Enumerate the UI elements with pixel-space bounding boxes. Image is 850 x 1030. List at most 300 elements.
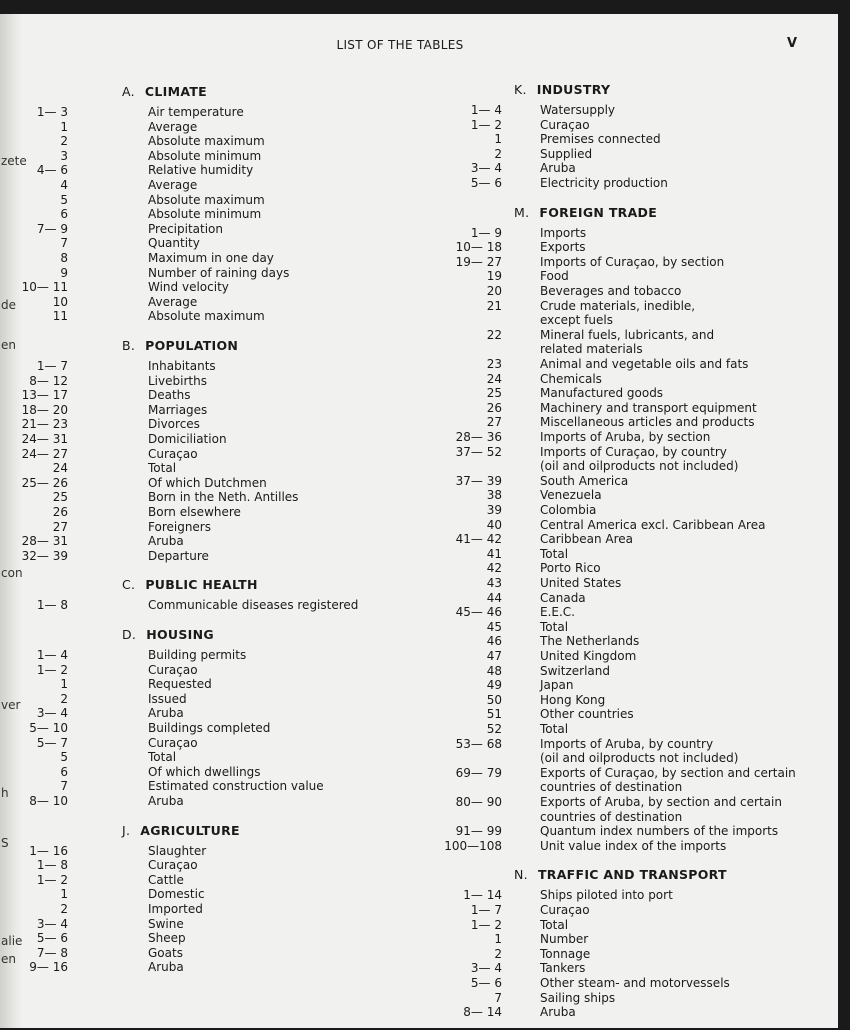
table-number-range: 1— 7 bbox=[470, 903, 502, 917]
table-entry bbox=[420, 561, 838, 576]
table-entry bbox=[0, 403, 420, 418]
table-entry bbox=[420, 649, 838, 664]
table-number-range: 1 bbox=[60, 677, 68, 692]
table-number-range: 27 bbox=[52, 519, 68, 534]
table-entry bbox=[0, 844, 420, 859]
table-number-range: 5— 6 bbox=[36, 931, 68, 946]
table-description: Aruba bbox=[540, 161, 576, 176]
table-description: Quantity bbox=[148, 236, 200, 251]
table-number-range: 3— 4 bbox=[36, 916, 68, 931]
table-description: Domestic bbox=[148, 887, 205, 902]
table-entry bbox=[0, 374, 420, 389]
table-number-range: 51 bbox=[486, 707, 502, 722]
table-number-range: 40 bbox=[486, 517, 502, 532]
table-description: Tonnage bbox=[540, 946, 591, 961]
table-description: United States bbox=[540, 576, 622, 590]
table-entry bbox=[0, 648, 420, 663]
table-entry bbox=[0, 359, 420, 374]
table-description: Watersupply bbox=[540, 103, 615, 117]
page-title: LIST OF THE TABLES bbox=[336, 38, 464, 52]
table-description: Japan bbox=[540, 678, 574, 693]
table-entry bbox=[420, 118, 838, 133]
table-description: Imported bbox=[148, 902, 203, 916]
table-entry bbox=[420, 226, 838, 241]
table-entry bbox=[0, 917, 420, 932]
table-number-range: 69— 79 bbox=[455, 765, 502, 780]
table-number-range: 9— 16 bbox=[29, 960, 68, 975]
table-entry bbox=[0, 520, 420, 535]
table-number-range: 26 bbox=[486, 400, 502, 415]
table-entry bbox=[420, 620, 838, 635]
table-description: except fuels bbox=[540, 313, 613, 328]
table-entry bbox=[420, 372, 838, 387]
table-entry bbox=[420, 961, 838, 976]
table-number-range: 1 bbox=[60, 119, 68, 134]
table-description: United Kingdom bbox=[540, 649, 637, 663]
table-entry bbox=[0, 858, 420, 873]
table-description: Average bbox=[148, 178, 198, 192]
table-description: Ships piloted into port bbox=[540, 888, 673, 903]
table-number-range: 49 bbox=[486, 678, 502, 693]
table-entry bbox=[420, 932, 838, 947]
section-letter: D. bbox=[122, 627, 137, 642]
table-number-range: 28— 31 bbox=[21, 534, 68, 549]
table-entry bbox=[0, 598, 420, 613]
table-description: Inhabitants bbox=[148, 359, 216, 373]
table-description: Foreigners bbox=[148, 519, 211, 534]
table-entry bbox=[420, 430, 838, 445]
table-number-range: 6 bbox=[60, 207, 68, 222]
table-description: Beverages and tobacco bbox=[540, 284, 682, 298]
adjacent-page-text: zete bbox=[1, 154, 27, 168]
table-description: Exports of Aruba, by section and certain bbox=[540, 795, 782, 809]
table-description: Premises connected bbox=[540, 132, 661, 147]
table-description: Divorces bbox=[148, 417, 200, 432]
table-description: Caribbean Area bbox=[540, 532, 634, 547]
table-number-range: 1— 4 bbox=[36, 648, 68, 662]
table-description: countries of destination bbox=[540, 780, 683, 795]
table-number-range: 5— 6 bbox=[470, 976, 502, 990]
table-number-range: 19 bbox=[486, 269, 502, 284]
table-entry bbox=[420, 299, 838, 314]
table-number-range: 24— 27 bbox=[21, 446, 68, 461]
table-entry bbox=[420, 328, 838, 343]
table-entry bbox=[420, 147, 838, 162]
table-entry bbox=[420, 576, 838, 591]
table-number-range: 28— 36 bbox=[455, 430, 502, 444]
table-number-range: 1— 2 bbox=[470, 917, 502, 932]
table-description: Curaçao bbox=[540, 903, 590, 917]
table-description: Total bbox=[148, 461, 177, 476]
table-number-range: 1— 16 bbox=[29, 843, 68, 858]
adjacent-page-text: S bbox=[1, 836, 9, 850]
table-entry bbox=[420, 591, 838, 606]
section-letter: C. bbox=[122, 577, 136, 593]
table-number-range: 25 bbox=[52, 490, 68, 505]
section-letter: N. bbox=[514, 867, 528, 883]
table-entry bbox=[420, 240, 838, 255]
table-entry bbox=[0, 663, 420, 678]
table-number-range: 4 bbox=[60, 178, 68, 192]
table-number-range: 10— 11 bbox=[21, 280, 68, 295]
table-description: Absolute maximum bbox=[148, 309, 265, 324]
table-number-range: 1— 8 bbox=[36, 598, 68, 613]
table-number-range: 44 bbox=[486, 590, 502, 605]
table-description: Marriages bbox=[148, 402, 208, 417]
table-entry bbox=[420, 888, 838, 903]
table-description: Porto Rico bbox=[540, 561, 601, 576]
table-number-range: 5— 10 bbox=[29, 721, 68, 735]
table-number-range: 7— 8 bbox=[36, 945, 68, 960]
table-number-range: 21 bbox=[486, 298, 502, 313]
table-description: Total bbox=[540, 546, 569, 561]
table-description: countries of destination bbox=[540, 809, 683, 824]
table-description: The Netherlands bbox=[540, 634, 640, 649]
table-description: Communicable diseases registered bbox=[148, 598, 359, 613]
table-number-range: 41— 42 bbox=[455, 532, 502, 547]
table-number-range: 3— 4 bbox=[470, 161, 502, 176]
table-entry bbox=[0, 222, 420, 237]
table-number-range: 5— 6 bbox=[470, 176, 502, 190]
adjacent-page-text: con bbox=[1, 566, 23, 580]
table-number-range: 19— 27 bbox=[455, 254, 502, 269]
table-description: Imports of Curaçao, by country bbox=[540, 444, 727, 459]
table-entry bbox=[420, 269, 838, 284]
table-description: Other steam- and motorvessels bbox=[540, 976, 730, 990]
table-description: Imports of Curaçao, by section bbox=[540, 254, 725, 269]
table-entry bbox=[420, 313, 838, 328]
table-entry bbox=[420, 678, 838, 693]
table-entry bbox=[420, 839, 838, 854]
table-number-range: 45— 46 bbox=[455, 605, 502, 620]
section-title bbox=[122, 627, 214, 642]
table-number-range: 1— 8 bbox=[36, 858, 68, 873]
table-number-range: 1 bbox=[494, 932, 502, 947]
table-number-range: 37— 39 bbox=[455, 473, 502, 488]
table-description: Miscellaneous articles and products bbox=[540, 415, 755, 430]
section-title bbox=[514, 82, 610, 97]
table-number-range: 48 bbox=[486, 663, 502, 678]
table-description: Imports of Aruba, by country bbox=[540, 736, 714, 751]
table-number-range: 1— 4 bbox=[470, 103, 502, 117]
table-entry bbox=[0, 549, 420, 564]
table-number-range: 46 bbox=[486, 634, 502, 649]
section-title bbox=[122, 84, 207, 99]
table-description: Curaçao bbox=[148, 662, 198, 677]
table-entry bbox=[0, 417, 420, 432]
table-description: Quantum index numbers of the imports bbox=[540, 824, 779, 839]
table-description: Total bbox=[540, 917, 569, 932]
table-description: Building permits bbox=[148, 648, 247, 662]
table-number-range: 8— 10 bbox=[29, 794, 68, 808]
table-entry bbox=[0, 163, 420, 178]
table-number-range: 18— 20 bbox=[21, 402, 68, 417]
table-number-range: 22 bbox=[486, 327, 502, 342]
table-entry bbox=[0, 309, 420, 324]
table-number-range: 1— 3 bbox=[36, 105, 68, 119]
table-description: Aruba bbox=[148, 960, 184, 975]
table-entry bbox=[420, 445, 838, 460]
table-description: Domiciliation bbox=[148, 432, 227, 446]
table-number-range: 3— 4 bbox=[470, 961, 502, 976]
table-description: Central America excl. Caribbean Area bbox=[540, 517, 766, 532]
table-number-range: 10 bbox=[52, 294, 68, 309]
table-description: Absolute minimum bbox=[148, 207, 262, 222]
table-entry bbox=[420, 1005, 838, 1020]
table-entry bbox=[420, 903, 838, 918]
table-number-range: 8— 14 bbox=[463, 1005, 502, 1020]
table-number-range: 1— 14 bbox=[463, 888, 502, 903]
table-entry bbox=[0, 794, 420, 809]
adjacent-page-text: en bbox=[1, 338, 16, 352]
table-description: Number of raining days bbox=[148, 265, 290, 280]
adjacent-page-text: ver bbox=[1, 698, 21, 712]
table-description: Unit value index of the imports bbox=[540, 838, 727, 853]
table-entry bbox=[0, 750, 420, 765]
table-number-range: 7 bbox=[60, 779, 68, 794]
table-description: Sailing ships bbox=[540, 990, 616, 1005]
table-description: Issued bbox=[148, 691, 187, 706]
table-description: Crude materials, inedible, bbox=[540, 298, 696, 313]
table-description: Average bbox=[148, 294, 198, 309]
table-description: Departure bbox=[148, 548, 209, 563]
table-number-range: 20 bbox=[486, 284, 502, 298]
table-description: Average bbox=[148, 119, 198, 134]
adjacent-page-text: en bbox=[1, 952, 16, 966]
table-description: Absolute maximum bbox=[148, 192, 265, 207]
table-description: South America bbox=[540, 473, 629, 488]
table-entry bbox=[0, 476, 420, 491]
section-name: POPULATION bbox=[145, 338, 239, 353]
table-entry bbox=[420, 795, 838, 810]
table-entry bbox=[0, 134, 420, 149]
table-entry bbox=[0, 120, 420, 135]
table-number-range: 100—108 bbox=[444, 838, 502, 853]
table-number-range: 43 bbox=[486, 576, 502, 590]
table-entry bbox=[420, 474, 838, 489]
table-number-range: 21— 23 bbox=[21, 417, 68, 432]
adjacent-page-text: de bbox=[1, 298, 16, 312]
table-entry bbox=[420, 664, 838, 679]
table-number-range: 5— 7 bbox=[36, 735, 68, 750]
table-number-range: 23 bbox=[486, 357, 502, 371]
table-number-range: 24 bbox=[52, 461, 68, 476]
table-entry bbox=[0, 873, 420, 888]
table-number-range: 50 bbox=[486, 692, 502, 707]
table-entry bbox=[420, 342, 838, 357]
table-description: Relative humidity bbox=[148, 163, 254, 178]
section-name: HOUSING bbox=[146, 627, 214, 642]
table-number-range: 2 bbox=[60, 134, 68, 149]
table-entry bbox=[0, 960, 420, 975]
table-entry bbox=[0, 692, 420, 707]
table-description: Total bbox=[540, 619, 569, 634]
table-number-range: 2 bbox=[60, 691, 68, 706]
table-entry bbox=[420, 751, 838, 766]
table-entry bbox=[0, 490, 420, 505]
section-title bbox=[122, 577, 258, 592]
table-description: Cattle bbox=[148, 872, 184, 887]
section-letter: K. bbox=[514, 82, 527, 97]
table-entry bbox=[420, 459, 838, 474]
table-description: Aruba bbox=[148, 794, 184, 808]
section-letter: J. bbox=[122, 822, 131, 838]
table-number-range: 1— 7 bbox=[36, 359, 68, 373]
table-number-range: 53— 68 bbox=[455, 736, 502, 751]
table-entry bbox=[420, 488, 838, 503]
table-entry bbox=[0, 736, 420, 751]
table-number-range: 8— 12 bbox=[29, 373, 68, 388]
table-number-range: 27 bbox=[486, 415, 502, 430]
table-entry bbox=[420, 810, 838, 825]
section-name: INDUSTRY bbox=[536, 82, 611, 97]
table-number-range: 24— 31 bbox=[21, 432, 68, 446]
table-entry bbox=[0, 236, 420, 251]
table-number-range: 2 bbox=[494, 146, 502, 161]
table-entry bbox=[420, 161, 838, 176]
table-description: Aruba bbox=[540, 1005, 576, 1020]
table-entry bbox=[0, 887, 420, 902]
section-letter: M. bbox=[514, 204, 530, 220]
table-number-range: 32— 39 bbox=[21, 548, 68, 563]
section-title bbox=[514, 205, 657, 220]
table-description: related materials bbox=[540, 342, 643, 357]
table-entry bbox=[0, 706, 420, 721]
table-entry bbox=[420, 722, 838, 737]
table-description: Venezuela bbox=[540, 488, 602, 503]
table-description: Air temperature bbox=[148, 105, 244, 119]
table-number-range: 1— 2 bbox=[470, 117, 502, 132]
table-number-range: 9 bbox=[60, 265, 68, 280]
table-description: Sheep bbox=[148, 931, 186, 946]
table-entry bbox=[420, 634, 838, 649]
table-description: Manufactured goods bbox=[540, 386, 664, 401]
table-entry bbox=[0, 461, 420, 476]
table-entry bbox=[0, 721, 420, 736]
table-description: Hong Kong bbox=[540, 692, 606, 707]
table-description: (oil and oilproducts not included) bbox=[540, 459, 739, 474]
table-number-range: 39 bbox=[486, 503, 502, 517]
table-number-range: 41 bbox=[486, 546, 502, 561]
table-description: Mineral fuels, lubricants, and bbox=[540, 327, 715, 342]
table-description: Canada bbox=[540, 590, 586, 605]
table-description: Chemicals bbox=[540, 371, 602, 386]
table-entry bbox=[0, 931, 420, 946]
table-number-range: 13— 17 bbox=[21, 388, 68, 403]
table-entry bbox=[0, 149, 420, 164]
table-description: (oil and oilproducts not included) bbox=[540, 751, 739, 766]
table-entry bbox=[420, 284, 838, 299]
table-number-range: 1 bbox=[60, 887, 68, 902]
table-description: Estimated construction value bbox=[148, 779, 324, 794]
table-number-range: 3 bbox=[60, 148, 68, 163]
table-number-range: 1— 2 bbox=[36, 662, 68, 677]
table-description: Requested bbox=[148, 677, 212, 692]
table-entry bbox=[420, 132, 838, 147]
table-description: Electricity production bbox=[540, 176, 668, 190]
table-entry bbox=[420, 947, 838, 962]
table-entry bbox=[0, 534, 420, 549]
table-entry bbox=[0, 280, 420, 295]
table-number-range: 26 bbox=[52, 505, 68, 519]
table-entry bbox=[0, 207, 420, 222]
table-number-range: 5 bbox=[60, 750, 68, 765]
section-title bbox=[122, 823, 240, 838]
section-name: TRAFFIC AND TRANSPORT bbox=[537, 867, 727, 883]
table-description: Absolute minimum bbox=[148, 148, 262, 163]
table-entry bbox=[0, 677, 420, 692]
table-description: Absolute maximum bbox=[148, 134, 265, 149]
table-entry bbox=[420, 547, 838, 562]
table-entry bbox=[420, 780, 838, 795]
adjacent-page-text: alie bbox=[1, 934, 23, 948]
adjacent-page-text: h bbox=[1, 786, 9, 800]
table-description: Of which Dutchmen bbox=[148, 475, 267, 490]
table-entry bbox=[420, 991, 838, 1006]
table-description: Swine bbox=[148, 916, 184, 931]
table-entry bbox=[0, 251, 420, 266]
table-description: Number bbox=[540, 932, 589, 947]
table-entry bbox=[420, 518, 838, 533]
table-number-range: 2 bbox=[60, 902, 68, 916]
table-entry bbox=[420, 255, 838, 270]
table-description: Colombia bbox=[540, 503, 597, 517]
table-number-range: 25 bbox=[486, 386, 502, 401]
section-title bbox=[514, 867, 727, 882]
table-entry bbox=[420, 386, 838, 401]
table-number-range: 42 bbox=[486, 561, 502, 576]
table-entry bbox=[0, 105, 420, 120]
table-description: E.E.C. bbox=[540, 605, 575, 620]
table-entry bbox=[420, 103, 838, 118]
table-description: Curaçao bbox=[148, 735, 198, 750]
table-description: Precipitation bbox=[148, 221, 224, 236]
table-number-range: 10— 18 bbox=[455, 240, 502, 255]
table-entry bbox=[0, 432, 420, 447]
table-entry bbox=[0, 447, 420, 462]
table-description: Machinery and transport equipment bbox=[540, 400, 757, 415]
table-description: Total bbox=[148, 750, 177, 765]
table-description: Deaths bbox=[148, 388, 191, 403]
table-description: Slaughter bbox=[148, 843, 207, 858]
table-number-range: 4— 6 bbox=[36, 163, 68, 178]
section-name: CLIMATE bbox=[144, 84, 208, 99]
table-entry bbox=[420, 693, 838, 708]
table-number-range: 1— 2 bbox=[36, 872, 68, 887]
table-number-range: 1— 9 bbox=[470, 225, 502, 240]
table-description: Buildings completed bbox=[148, 721, 271, 735]
table-number-range: 5 bbox=[60, 192, 68, 207]
table-number-range: 7 bbox=[60, 236, 68, 251]
table-number-range: 38 bbox=[486, 488, 502, 503]
table-description: Switzerland bbox=[540, 663, 610, 678]
table-description: Wind velocity bbox=[148, 280, 229, 295]
table-entry bbox=[0, 505, 420, 520]
table-number-range: 45 bbox=[486, 619, 502, 634]
table-entry bbox=[0, 779, 420, 794]
table-number-range: 8 bbox=[60, 251, 68, 265]
table-entry bbox=[420, 415, 838, 430]
table-entry bbox=[0, 388, 420, 403]
table-number-range: 7 bbox=[494, 990, 502, 1005]
table-entry bbox=[420, 605, 838, 620]
table-number-range: 91— 99 bbox=[455, 824, 502, 839]
section-letter: A. bbox=[122, 84, 135, 99]
section-name: FOREIGN TRADE bbox=[539, 204, 658, 220]
table-entry bbox=[0, 946, 420, 961]
table-description: Curaçao bbox=[148, 446, 198, 461]
table-number-range: 1 bbox=[494, 132, 502, 147]
